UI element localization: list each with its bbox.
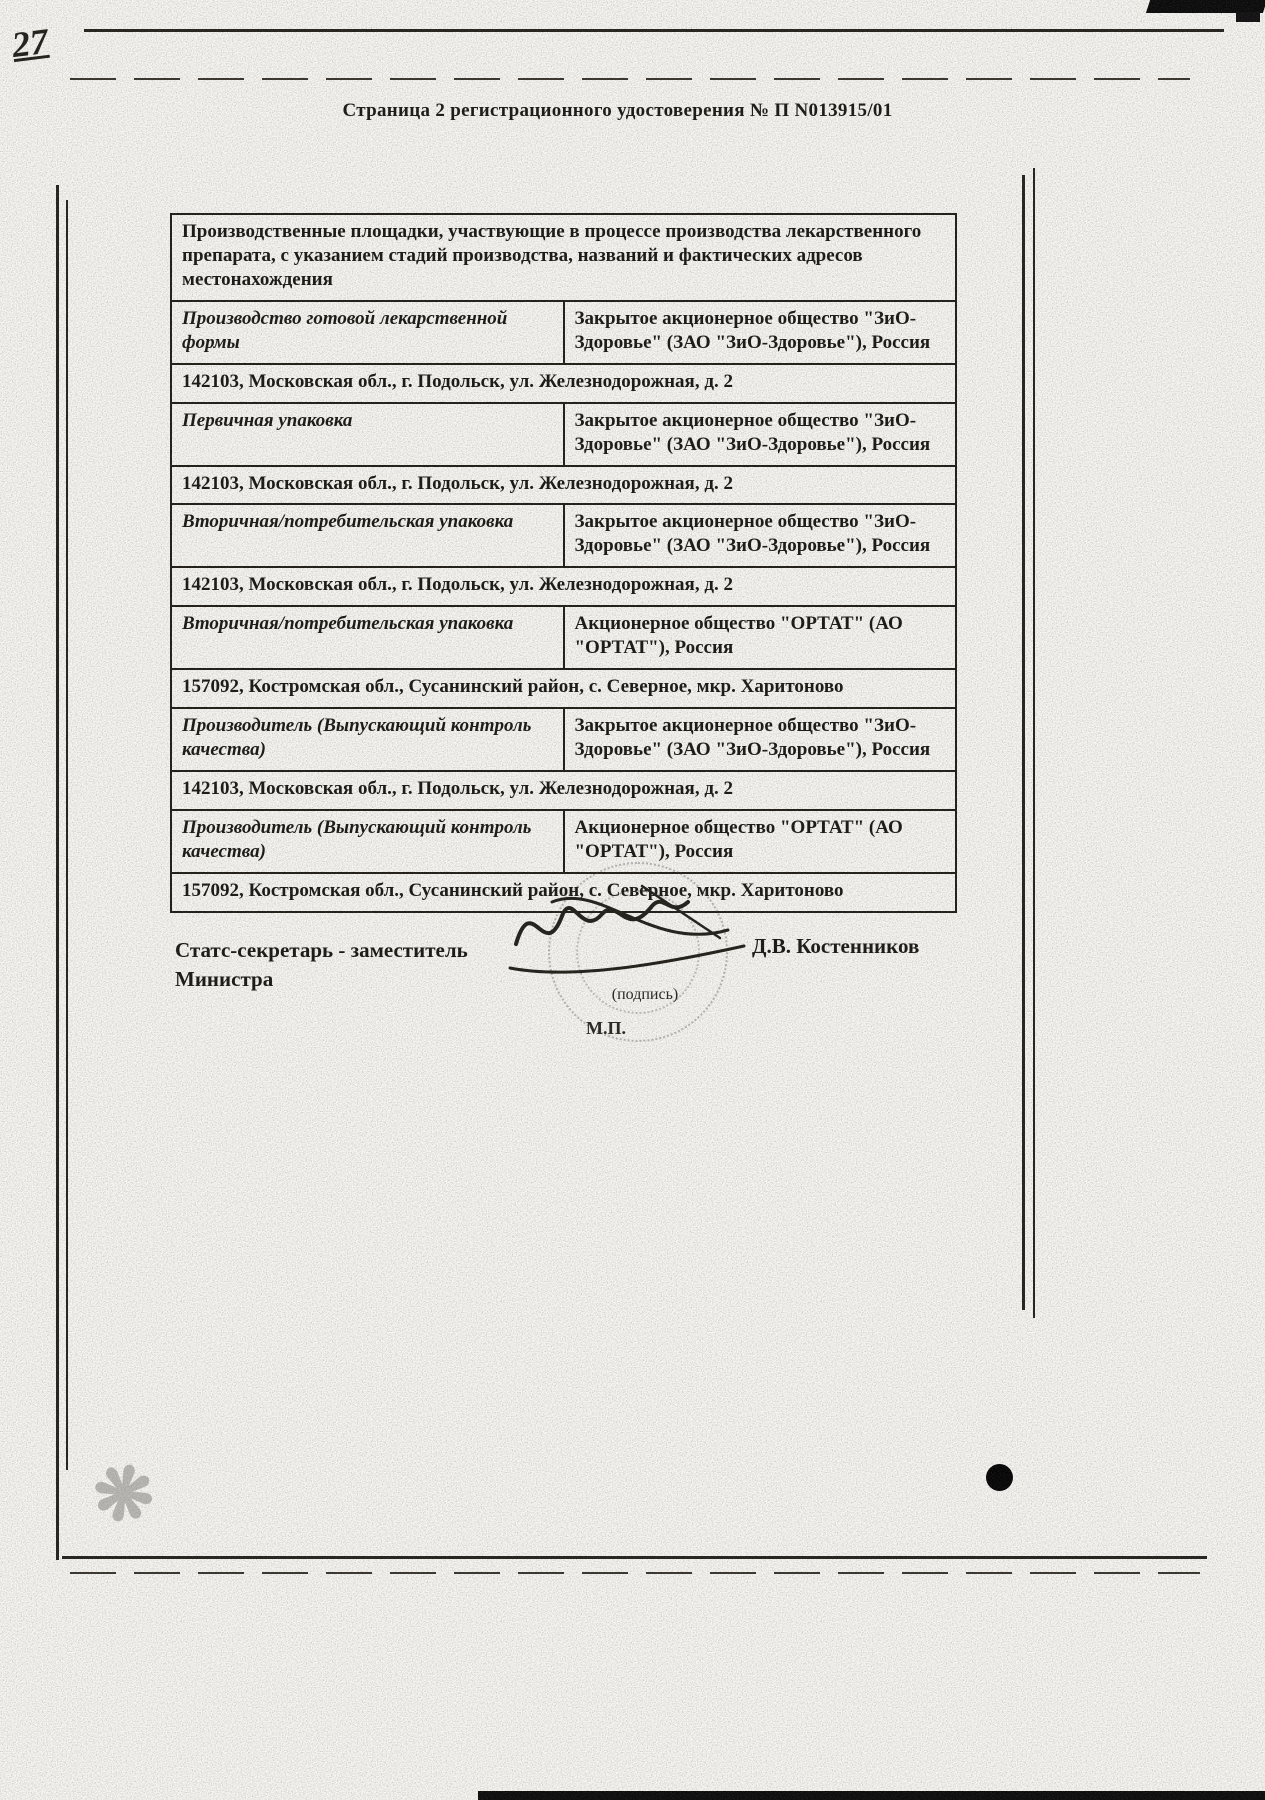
address-cell: 142103, Московская обл., г. Подольск, ул. Железнодорожная, д. 2 [171, 364, 956, 403]
left-scan-border-inner [66, 200, 68, 1470]
signatory-name: Д.В. Костенников [752, 934, 920, 958]
stage-cell: Вторичная/потребительская упаковка [171, 504, 564, 567]
table-row [171, 504, 956, 567]
stage-cell: Производитель (Выпускающий контроль качества) [171, 810, 564, 873]
page-title: Страница 2 регистрационного удостоверения № П N013915/01 [342, 100, 893, 121]
bottom-scan-line-2 [70, 1572, 1200, 1574]
right-scan-border-inner [1033, 168, 1035, 1318]
stage-cell: Производство готовой лекарственной формы [171, 301, 564, 364]
top-right-scan-mark-2 [1236, 12, 1260, 22]
table-header-row [171, 214, 956, 301]
company-cell: Закрытое акционерное общество "ЗиО-Здоровье" (ЗАО "ЗиО-Здоровье"), Россия [564, 708, 957, 771]
table-row [171, 567, 956, 606]
seal-label: М.П. [586, 1018, 626, 1038]
company-cell: Акционерное общество "ОРТАТ" (АО "ОРТАТ"), Россия [564, 606, 957, 669]
right-scan-border-outer [1022, 175, 1025, 1310]
bottom-left-scan-scribble: ❋ [82, 1448, 163, 1544]
address-cell: 157092, Костромская обл., Сусанинский район, с. Северное, мкр. Харитоново [171, 873, 956, 912]
signatory-position-line2: Министра [175, 967, 274, 992]
company-cell: Закрытое акционерное общество "ЗиО-Здоровье" (ЗАО "ЗиО-Здоровье"), Россия [564, 504, 957, 567]
left-scan-border-outer [56, 185, 59, 1560]
production-sites-table [170, 213, 957, 913]
stage-cell: Первичная упаковка [171, 403, 564, 466]
table-row [171, 364, 956, 403]
signature-caption: (подпись) [611, 986, 679, 1003]
stage-cell: Вторичная/потребительская упаковка [171, 606, 564, 669]
address-cell: 142103, Московская обл., г. Подольск, ул. Железнодорожная, д. 2 [171, 466, 956, 505]
handwritten-page-number: 27 [9, 20, 51, 66]
signatory-position-line1: Статс-секретарь - заместитель [175, 938, 468, 962]
table-row [171, 606, 956, 669]
table-header: Производственные площадки, участвующие в процессе производства лекарственного препарата, с указанием стадий производства, названий и фактических адресов местонахождения [171, 214, 956, 301]
address-cell: 142103, Московская обл., г. Подольск, ул. Железнодорожная, д. 2 [171, 771, 956, 810]
signatory-position [175, 936, 468, 995]
table-row [171, 301, 956, 364]
bottom-edge-scan-bar [478, 1791, 1265, 1800]
top-scan-line [84, 29, 1224, 32]
company-cell: Акционерное общество "ОРТАТ" (АО "ОРТАТ"), Россия [564, 810, 957, 873]
top-broken-scan-line [70, 78, 1190, 80]
company-cell: Закрытое акционерное общество "ЗиО-Здоровье" (ЗАО "ЗиО-Здоровье"), Россия [564, 403, 957, 466]
punch-hole-dot [986, 1464, 1013, 1491]
stage-cell: Производитель (Выпускающий контроль качества) [171, 708, 564, 771]
address-cell: 157092, Костромская обл., Сусанинский район, с. Северное, мкр. Харитоново [171, 669, 956, 708]
bottom-scan-line-1 [62, 1556, 1207, 1559]
table-row [171, 771, 956, 810]
table-row [171, 669, 956, 708]
table-row [171, 708, 956, 771]
address-cell: 142103, Московская обл., г. Подольск, ул. Железнодорожная, д. 2 [171, 567, 956, 606]
table-row [171, 403, 956, 466]
signature-image [492, 872, 762, 997]
company-cell: Закрытое акционерное общество "ЗиО-Здоровье" (ЗАО "ЗиО-Здоровье"), Россия [564, 301, 957, 364]
table-row [171, 810, 956, 873]
table-row [171, 466, 956, 505]
